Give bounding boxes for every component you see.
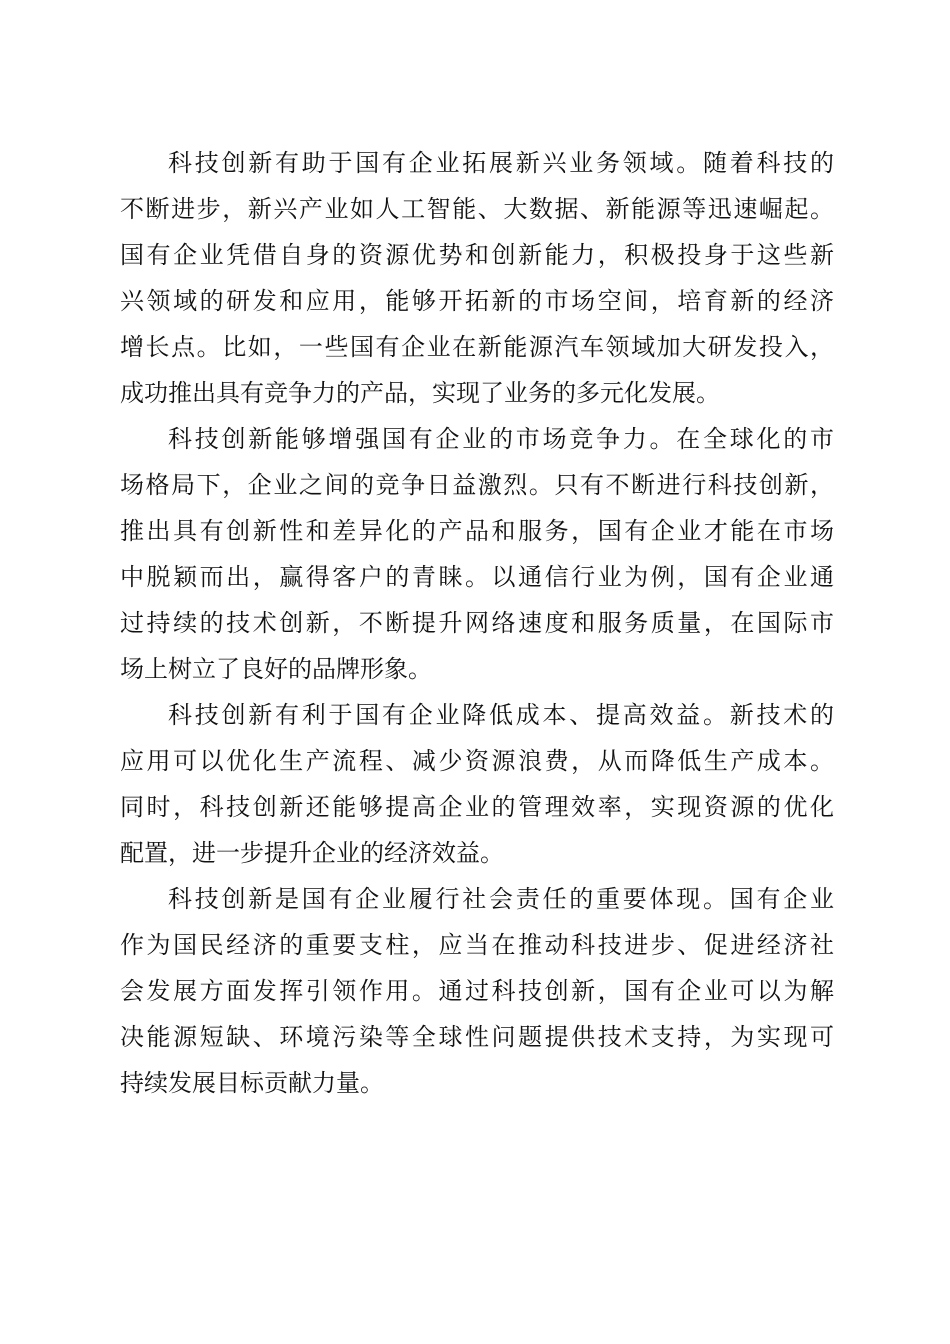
paragraph-line: 应用可以优化生产流程、减少资源浪费，从而降低生产成本。 <box>120 747 834 775</box>
paragraph-line: 场上树立了良好的品牌形象。 <box>120 655 432 683</box>
paragraph-line: 场格局下，企业之间的竞争日益激烈。只有不断进行科技创新， <box>120 471 834 499</box>
paragraph-line: 增长点。比如，一些国有企业在新能源汽车领域加大研发投入， <box>120 333 834 361</box>
paragraph-1 <box>120 140 834 416</box>
paragraph-line: 科技创新有助于国有企业拓展新兴业务领域。随着科技的 <box>168 149 834 177</box>
paragraph-line: 不断进步，新兴产业如人工智能、大数据、新能源等迅速崛起。 <box>120 195 834 223</box>
paragraph-line: 科技创新能够增强国有企业的市场竞争力。在全球化的市 <box>168 425 834 453</box>
paragraph-line: 推出具有创新性和差异化的产品和服务，国有企业才能在市场 <box>120 517 834 545</box>
paragraph-line: 科技创新有利于国有企业降低成本、提高效益。新技术的 <box>168 701 834 729</box>
paragraph-line: 科技创新是国有企业履行社会责任的重要体现。国有企业 <box>168 885 834 913</box>
paragraph-2 <box>120 416 834 692</box>
paragraph-line: 兴领域的研发和应用，能够开拓新的市场空间，培育新的经济 <box>120 287 834 315</box>
paragraph-line: 持续发展目标贡献力量。 <box>120 1069 384 1097</box>
paragraph-line: 过持续的技术创新，不断提升网络速度和服务质量，在国际市 <box>120 609 834 637</box>
paragraph-line: 国有企业凭借自身的资源优势和创新能力，积极投身于这些新 <box>120 241 834 269</box>
paragraph-3 <box>120 692 834 876</box>
paragraph-line: 中脱颖而出，赢得客户的青睐。以通信行业为例，国有企业通 <box>120 563 834 591</box>
document-body <box>120 140 834 1106</box>
paragraph-line: 会发展方面发挥引领作用。通过科技创新，国有企业可以为解 <box>120 977 834 1005</box>
paragraph-4 <box>120 876 834 1106</box>
paragraph-line: 决能源短缺、环境污染等全球性问题提供技术支持，为实现可 <box>120 1023 834 1051</box>
paragraph-line: 同时，科技创新还能够提高企业的管理效率，实现资源的优化 <box>120 793 834 821</box>
paragraph-line: 成功推出具有竞争力的产品，实现了业务的多元化发展。 <box>120 379 720 407</box>
paragraph-line: 配置，进一步提升企业的经济效益。 <box>120 839 504 867</box>
paragraph-line: 作为国民经济的重要支柱，应当在推动科技进步、促进经济社 <box>120 931 834 959</box>
